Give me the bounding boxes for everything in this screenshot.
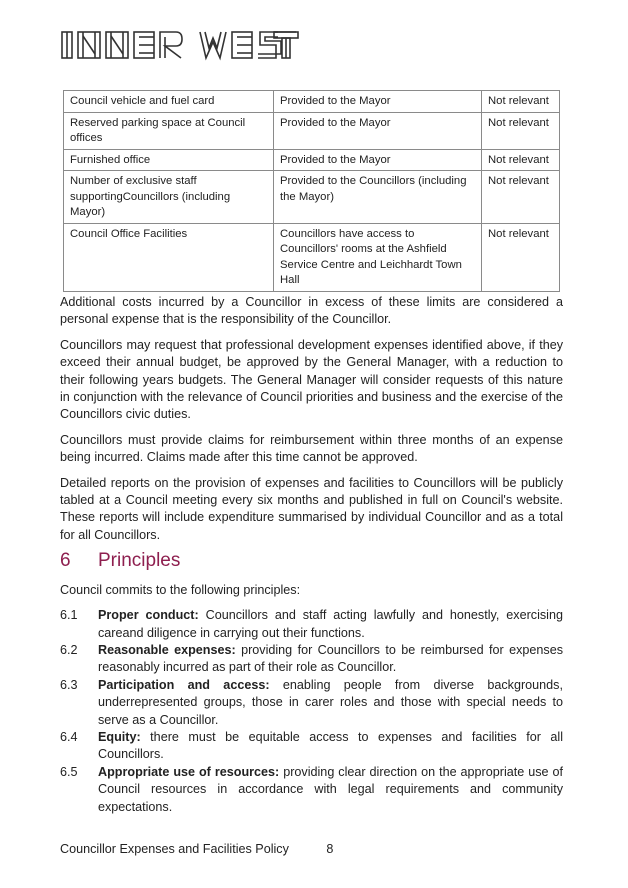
table-row bbox=[64, 149, 560, 171]
principle-term: Participation and access: bbox=[98, 677, 270, 692]
paragraph: Councillors must provide claims for reimbursement within three months of an expense being incurred. Claims made after this time cannot be approved. bbox=[60, 432, 563, 465]
page-number: 8 bbox=[326, 842, 334, 856]
principle-item bbox=[60, 677, 563, 729]
principle-number: 6.4 bbox=[60, 729, 78, 744]
principle-number: 6.5 bbox=[60, 764, 78, 779]
table-cell: Not relevant bbox=[482, 149, 560, 171]
principle-description: providing for Councillors to be reimbursed for expenses reasonably incurred as part of their role as Councillor. bbox=[98, 642, 563, 675]
table-row bbox=[64, 171, 560, 224]
logo-wordmark bbox=[60, 28, 300, 62]
table-cell: Not relevant bbox=[482, 91, 560, 113]
section-title: Principles bbox=[98, 550, 181, 572]
principle-number: 6.1 bbox=[60, 608, 78, 623]
paragraph: Detailed reports on the provision of expenses and facilities to Councillors will be publicly tabled at a Council meeting every six months and published in full on Council's website. These reports will include expenditure summarised by individual Councillor and as a total for all Councillors. bbox=[60, 475, 563, 542]
table-cell: Provided to the Mayor bbox=[274, 149, 482, 171]
principle-number: 6.3 bbox=[60, 677, 78, 692]
principle-item bbox=[60, 642, 563, 677]
table-cell: Council vehicle and fuel card bbox=[64, 91, 274, 113]
table-cell: Provided to the Mayor bbox=[274, 91, 482, 113]
principle-description: there must be equitable access to expenses and facilities for all Councillors. bbox=[98, 729, 563, 762]
principle-term: Equity: bbox=[98, 729, 141, 744]
principle-term: Appropriate use of resources: bbox=[98, 764, 280, 779]
table-cell: Council Office Facilities bbox=[64, 223, 274, 291]
table-cell: Furnished office bbox=[64, 149, 274, 171]
table-row bbox=[64, 112, 560, 149]
principle-item bbox=[60, 764, 563, 816]
table-cell: Number of exclusive staff supportingCouncillors (including Mayor) bbox=[64, 171, 274, 224]
principle-number: 6.2 bbox=[60, 642, 78, 657]
table-cell: Provided to the Mayor bbox=[274, 112, 482, 149]
principle-description: Councillors and staff acting lawfully and honestly, exercising careand diligence in carrying out their functions. bbox=[98, 608, 563, 640]
table-cell: Not relevant bbox=[482, 223, 560, 291]
paragraph: Additional costs incurred by a Councillor in excess of these limits are considered a personal expense that is the responsibility of the Councillor. bbox=[60, 295, 563, 327]
principle-term: Proper conduct: bbox=[98, 608, 199, 623]
principle-text bbox=[98, 642, 563, 677]
principles-list bbox=[60, 607, 563, 816]
inner-west-logo bbox=[60, 28, 300, 62]
table-cell: Not relevant bbox=[482, 171, 560, 224]
paragraph: Councillors may request that professional development expenses identified above, if they exceed their annual budget, be approved by the General Manager, with a reduction to their following years budgets. The General Manager will consider requests of this nature in conjunction with the relevance of Council priorities and business and the exercise of the Councillors civic duties. bbox=[60, 337, 563, 422]
principle-text bbox=[98, 764, 563, 816]
body-text bbox=[60, 294, 563, 816]
principle-text bbox=[98, 729, 563, 764]
principle-term: Reasonable expenses: bbox=[98, 642, 236, 657]
principle-description: providing clear direction on the appropriate use of Council resources in accordance with legal requirements and community expectations. bbox=[98, 764, 563, 814]
table-cell: Provided to the Councillors (including the Mayor) bbox=[274, 171, 482, 224]
table-cell: Reserved parking space at Council offices bbox=[64, 112, 274, 149]
section-heading bbox=[60, 550, 563, 572]
table-body bbox=[64, 91, 560, 292]
table-cell: Councillors have access to Councillors' rooms at the Ashfield Service Centre and Leichhardt Town Hall bbox=[274, 223, 482, 291]
table-row bbox=[64, 91, 560, 113]
principle-text bbox=[98, 607, 563, 642]
facilities-table bbox=[63, 90, 560, 292]
principles-intro: Council commits to the following principles: bbox=[60, 582, 301, 597]
table-cell: Not relevant bbox=[482, 112, 560, 149]
principle-description: enabling people from diverse backgrounds, underrepresented groups, those in carer roles and those with special needs to serve as a Councillor. bbox=[98, 677, 563, 727]
principle-text bbox=[98, 677, 563, 729]
principle-item bbox=[60, 729, 563, 764]
footer-title: Councillor Expenses and Facilities Policy bbox=[60, 842, 289, 856]
section-number: 6 bbox=[60, 550, 71, 572]
table-row bbox=[64, 223, 560, 291]
page-footer bbox=[60, 842, 333, 856]
principle-item bbox=[60, 607, 563, 642]
